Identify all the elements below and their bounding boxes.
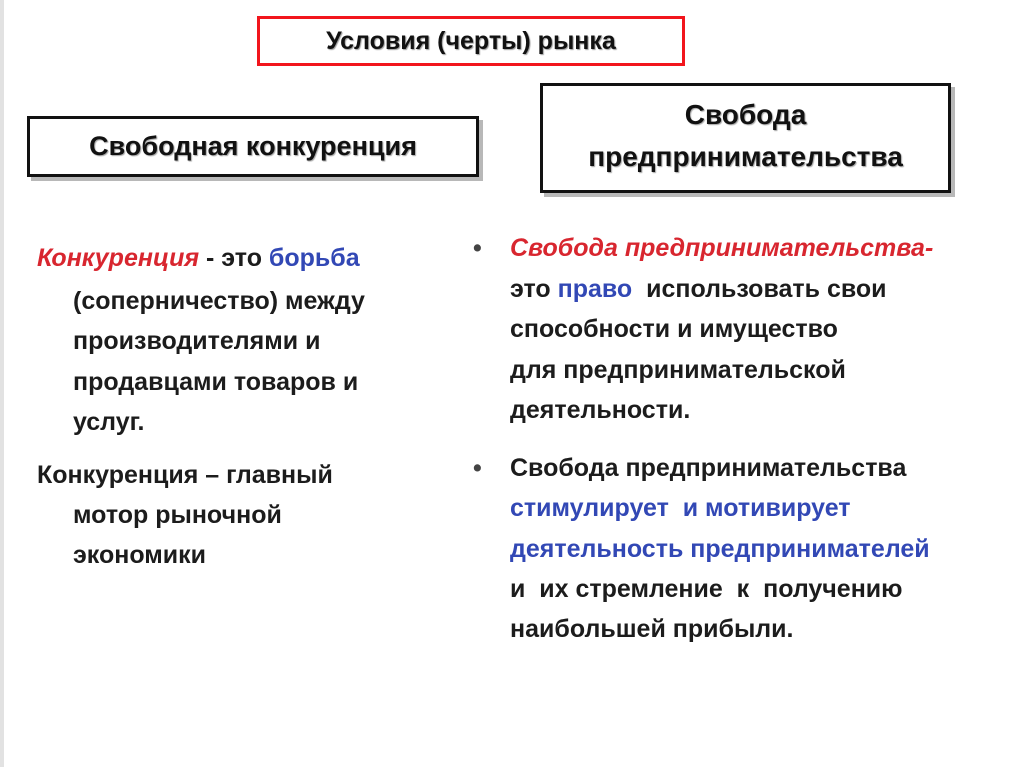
competition-motor-line3: экономики bbox=[73, 541, 207, 569]
competition-definition-line3: производителями и bbox=[73, 327, 321, 355]
bullet-item2: • bbox=[473, 454, 482, 482]
enterprise-stimulus-line4: и их стремление к получению bbox=[510, 575, 903, 603]
enterprise-line2-end: использовать свои bbox=[632, 275, 887, 303]
competition-term: Конкуренция bbox=[37, 244, 200, 272]
enterprise-stimulus-line5: наибольшей прибыли. bbox=[510, 615, 794, 643]
enterprise-stimulus-line1: Свобода предпринимательства bbox=[510, 454, 907, 482]
enterprise-line2-start: это bbox=[510, 275, 558, 303]
free-competition-heading bbox=[27, 116, 479, 177]
enterprise-right-key: право bbox=[557, 275, 633, 303]
enterprise-definition-line1 bbox=[510, 234, 933, 262]
enterprise-term: Свобода предпринимательства- bbox=[510, 234, 934, 262]
competition-dash: - это bbox=[199, 244, 269, 272]
free-enterprise-heading bbox=[540, 83, 951, 193]
slide-edge bbox=[0, 0, 4, 767]
competition-motor-line2: мотор рыночной bbox=[73, 501, 282, 529]
enterprise-stimulus-line2: стимулирует и мотивирует bbox=[510, 494, 851, 522]
competition-definition-line2: (соперничество) между bbox=[73, 287, 365, 315]
slide-title bbox=[257, 16, 685, 66]
slide-title-text: Условия (черты) рынка bbox=[326, 26, 616, 55]
free-enterprise-heading-line1: Свобода bbox=[684, 99, 807, 130]
bullet-item1: • bbox=[473, 234, 482, 262]
enterprise-definition-line5: деятельности. bbox=[510, 396, 691, 424]
enterprise-definition-line3: способности и имущество bbox=[510, 315, 838, 343]
free-enterprise-heading-line2: предпринимательства bbox=[588, 141, 903, 172]
competition-definition-line5: услуг. bbox=[73, 408, 145, 436]
free-competition-heading-text: Свободная конкуренция bbox=[89, 131, 417, 161]
enterprise-definition-line4: для предпринимательской bbox=[510, 356, 846, 384]
competition-motor-line1: Конкуренция – главный bbox=[37, 461, 333, 489]
enterprise-stimulus-line3: деятельность предпринимателей bbox=[510, 535, 930, 563]
competition-definition-line4: продавцами товаров и bbox=[73, 368, 359, 396]
enterprise-definition-line2 bbox=[510, 275, 887, 303]
competition-key: борьба bbox=[268, 244, 360, 272]
competition-definition-line1 bbox=[37, 244, 360, 272]
